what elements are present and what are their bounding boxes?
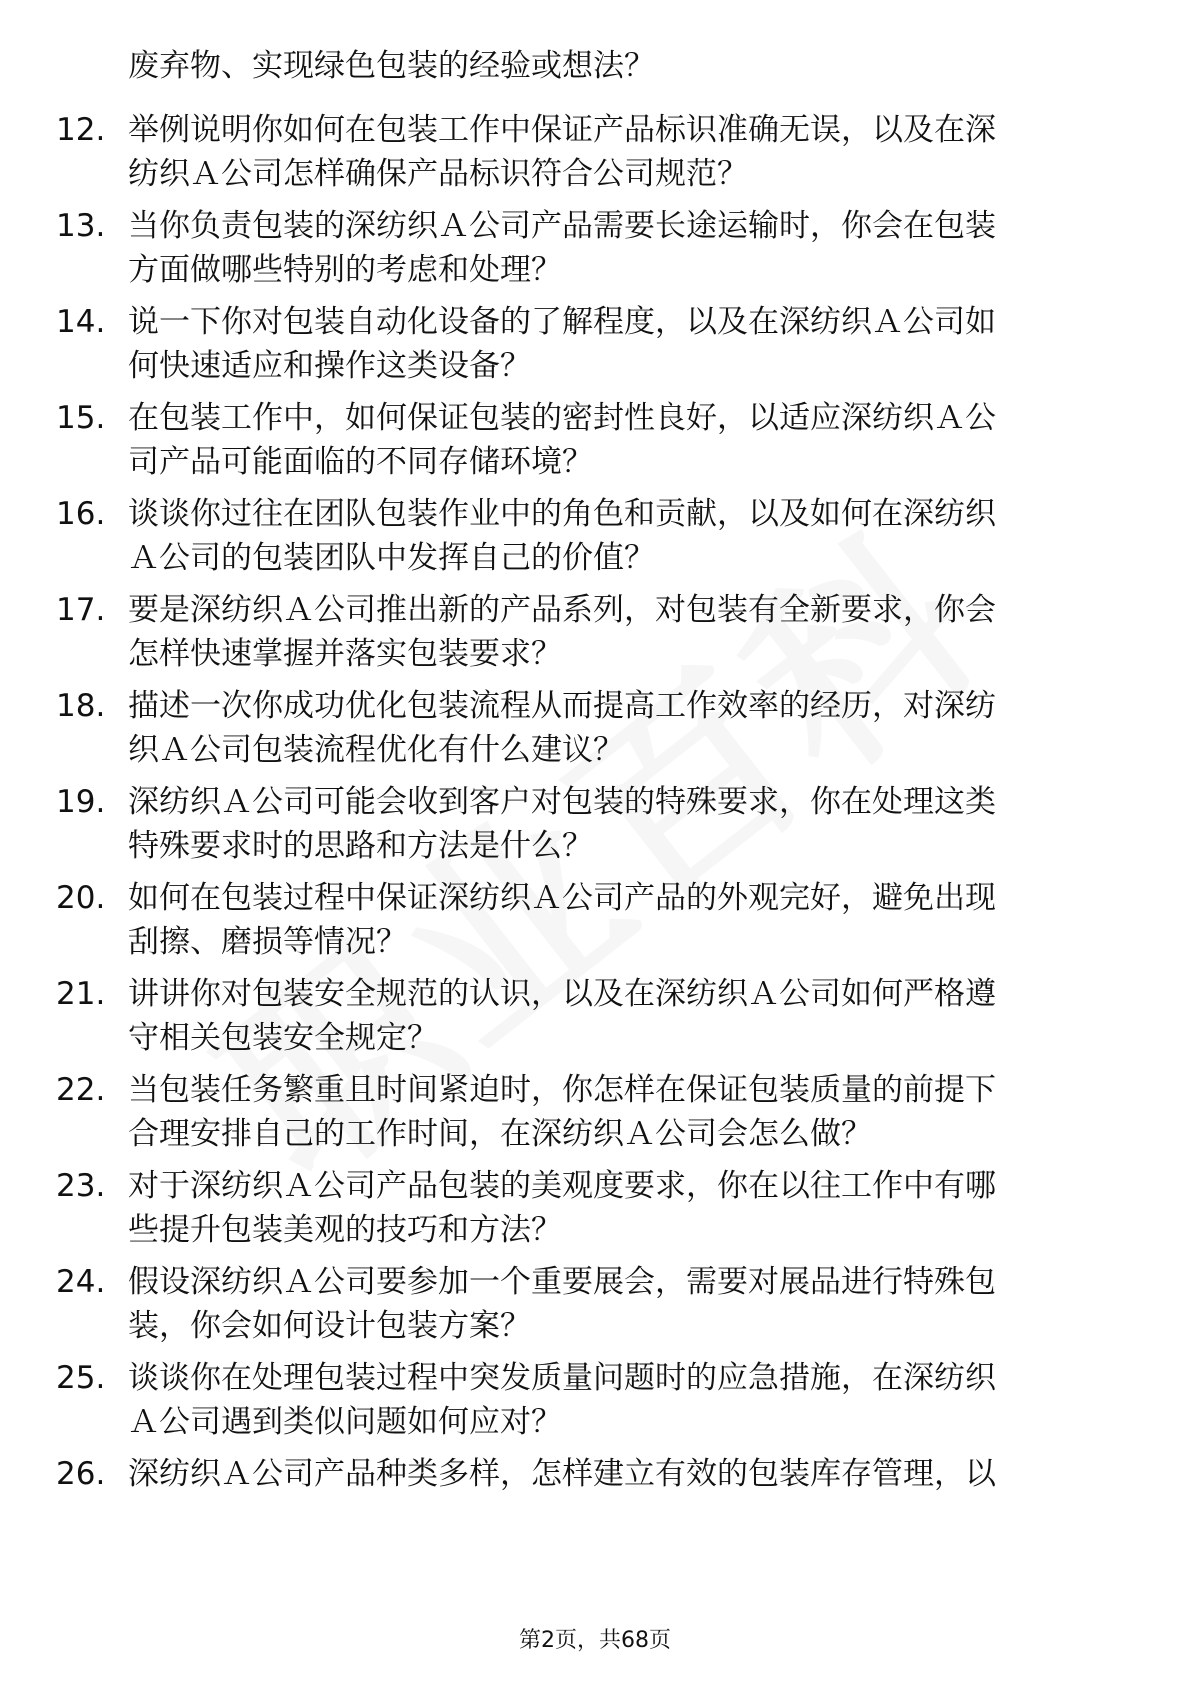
question-line: 谈谈你过往在团队包装作业中的角色和贡献，以及如何在深纺织 bbox=[128, 496, 996, 532]
question-text bbox=[128, 108, 1108, 196]
question-line: 织Ａ公司包装流程优化有什么建议？ bbox=[128, 732, 624, 768]
question-line: 合理安排自己的工作时间，在深纺织Ａ公司会怎么做？ bbox=[128, 1116, 872, 1152]
question-number: 16. bbox=[56, 496, 106, 532]
question-text bbox=[128, 1068, 1108, 1156]
question-text bbox=[128, 684, 1108, 772]
question-number: 12. bbox=[56, 112, 106, 148]
question-text bbox=[128, 492, 1108, 580]
question-text bbox=[128, 1452, 1108, 1496]
question-number: 13. bbox=[56, 208, 106, 244]
question-line: 何快速适应和操作这类设备？ bbox=[128, 348, 531, 384]
question-number: 22. bbox=[56, 1072, 106, 1108]
question-number: 23. bbox=[56, 1168, 106, 1204]
question-number: 18. bbox=[56, 688, 106, 724]
page-footer: 第2页，共68页 bbox=[519, 1628, 671, 1653]
question-line: 谈谈你在处理包装过程中突发质量问题时的应急措施，在深纺织 bbox=[128, 1360, 996, 1396]
question-line: 举例说明你如何在包装工作中保证产品标识准确无误，以及在深 bbox=[128, 112, 996, 148]
question-line: 当包装任务繁重且时间紧迫时，你怎样在保证包装质量的前提下 bbox=[128, 1072, 996, 1108]
question-line: 深纺织Ａ公司可能会收到客户对包装的特殊要求，你在处理这类 bbox=[128, 784, 996, 820]
question-number: 26. bbox=[56, 1456, 106, 1492]
question-line: 深纺织Ａ公司产品种类多样，怎样建立有效的包装库存管理，以 bbox=[128, 1456, 996, 1492]
question-number: 25. bbox=[56, 1360, 106, 1396]
question-text bbox=[128, 972, 1108, 1060]
question-line: 特殊要求时的思路和方法是什么？ bbox=[128, 828, 593, 864]
question-text bbox=[128, 1260, 1108, 1348]
question-line: 当你负责包装的深纺织Ａ公司产品需要长途运输时，你会在包装 bbox=[128, 208, 996, 244]
question-line: Ａ公司遇到类似问题如何应对？ bbox=[128, 1404, 562, 1440]
question-number: 19. bbox=[56, 784, 106, 820]
question-text bbox=[128, 396, 1108, 484]
question-line: 方面做哪些特别的考虑和处理？ bbox=[128, 252, 562, 288]
question-number: 15. bbox=[56, 400, 106, 436]
question-line: 描述一次你成功优化包装流程从而提高工作效率的经历，对深纺 bbox=[128, 688, 996, 724]
question-number: 17. bbox=[56, 592, 106, 628]
question-line: 些提升包装美观的技巧和方法？ bbox=[128, 1212, 562, 1248]
question-line: 刮擦、磨损等情况？ bbox=[128, 924, 407, 960]
question-line: Ａ公司的包装团队中发挥自己的价值？ bbox=[128, 540, 655, 576]
question-text bbox=[128, 1356, 1108, 1444]
question-line: 怎样快速掌握并落实包装要求？ bbox=[128, 636, 562, 672]
question-line: 说一下你对包装自动化设备的了解程度，以及在深纺织Ａ公司如 bbox=[128, 304, 996, 340]
question-number: 20. bbox=[56, 880, 106, 916]
question-line: 纺织Ａ公司怎样确保产品标识符合公司规范？ bbox=[128, 156, 748, 192]
question-line: 守相关包装安全规定？ bbox=[128, 1020, 438, 1056]
question-text bbox=[128, 204, 1108, 292]
question-line: 要是深纺织Ａ公司推出新的产品系列，对包装有全新要求，你会 bbox=[128, 592, 996, 628]
question-number: 24. bbox=[56, 1264, 106, 1300]
continued-question-text: 废弃物、实现绿色包装的经验或想法？ bbox=[128, 48, 655, 84]
question-number: 14. bbox=[56, 304, 106, 340]
question-line: 装，你会如何设计包装方案？ bbox=[128, 1308, 531, 1344]
question-line: 如何在包装过程中保证深纺织Ａ公司产品的外观完好，避免出现 bbox=[128, 880, 996, 916]
question-number: 21. bbox=[56, 976, 106, 1012]
question-text bbox=[128, 876, 1108, 964]
question-line: 对于深纺织Ａ公司产品包装的美观度要求，你在以往工作中有哪 bbox=[128, 1168, 996, 1204]
question-line: 讲讲你对包装安全规范的认识，以及在深纺织Ａ公司如何严格遵 bbox=[128, 976, 996, 1012]
question-text bbox=[128, 780, 1108, 868]
question-text bbox=[128, 588, 1108, 676]
question-line: 假设深纺织Ａ公司要参加一个重要展会，需要对展品进行特殊包 bbox=[128, 1264, 996, 1300]
question-line: 在包装工作中，如何保证包装的密封性良好，以适应深纺织Ａ公 bbox=[128, 400, 996, 436]
question-text bbox=[128, 300, 1108, 388]
question-text bbox=[128, 1164, 1108, 1252]
question-line: 司产品可能面临的不同存储环境？ bbox=[128, 444, 593, 480]
